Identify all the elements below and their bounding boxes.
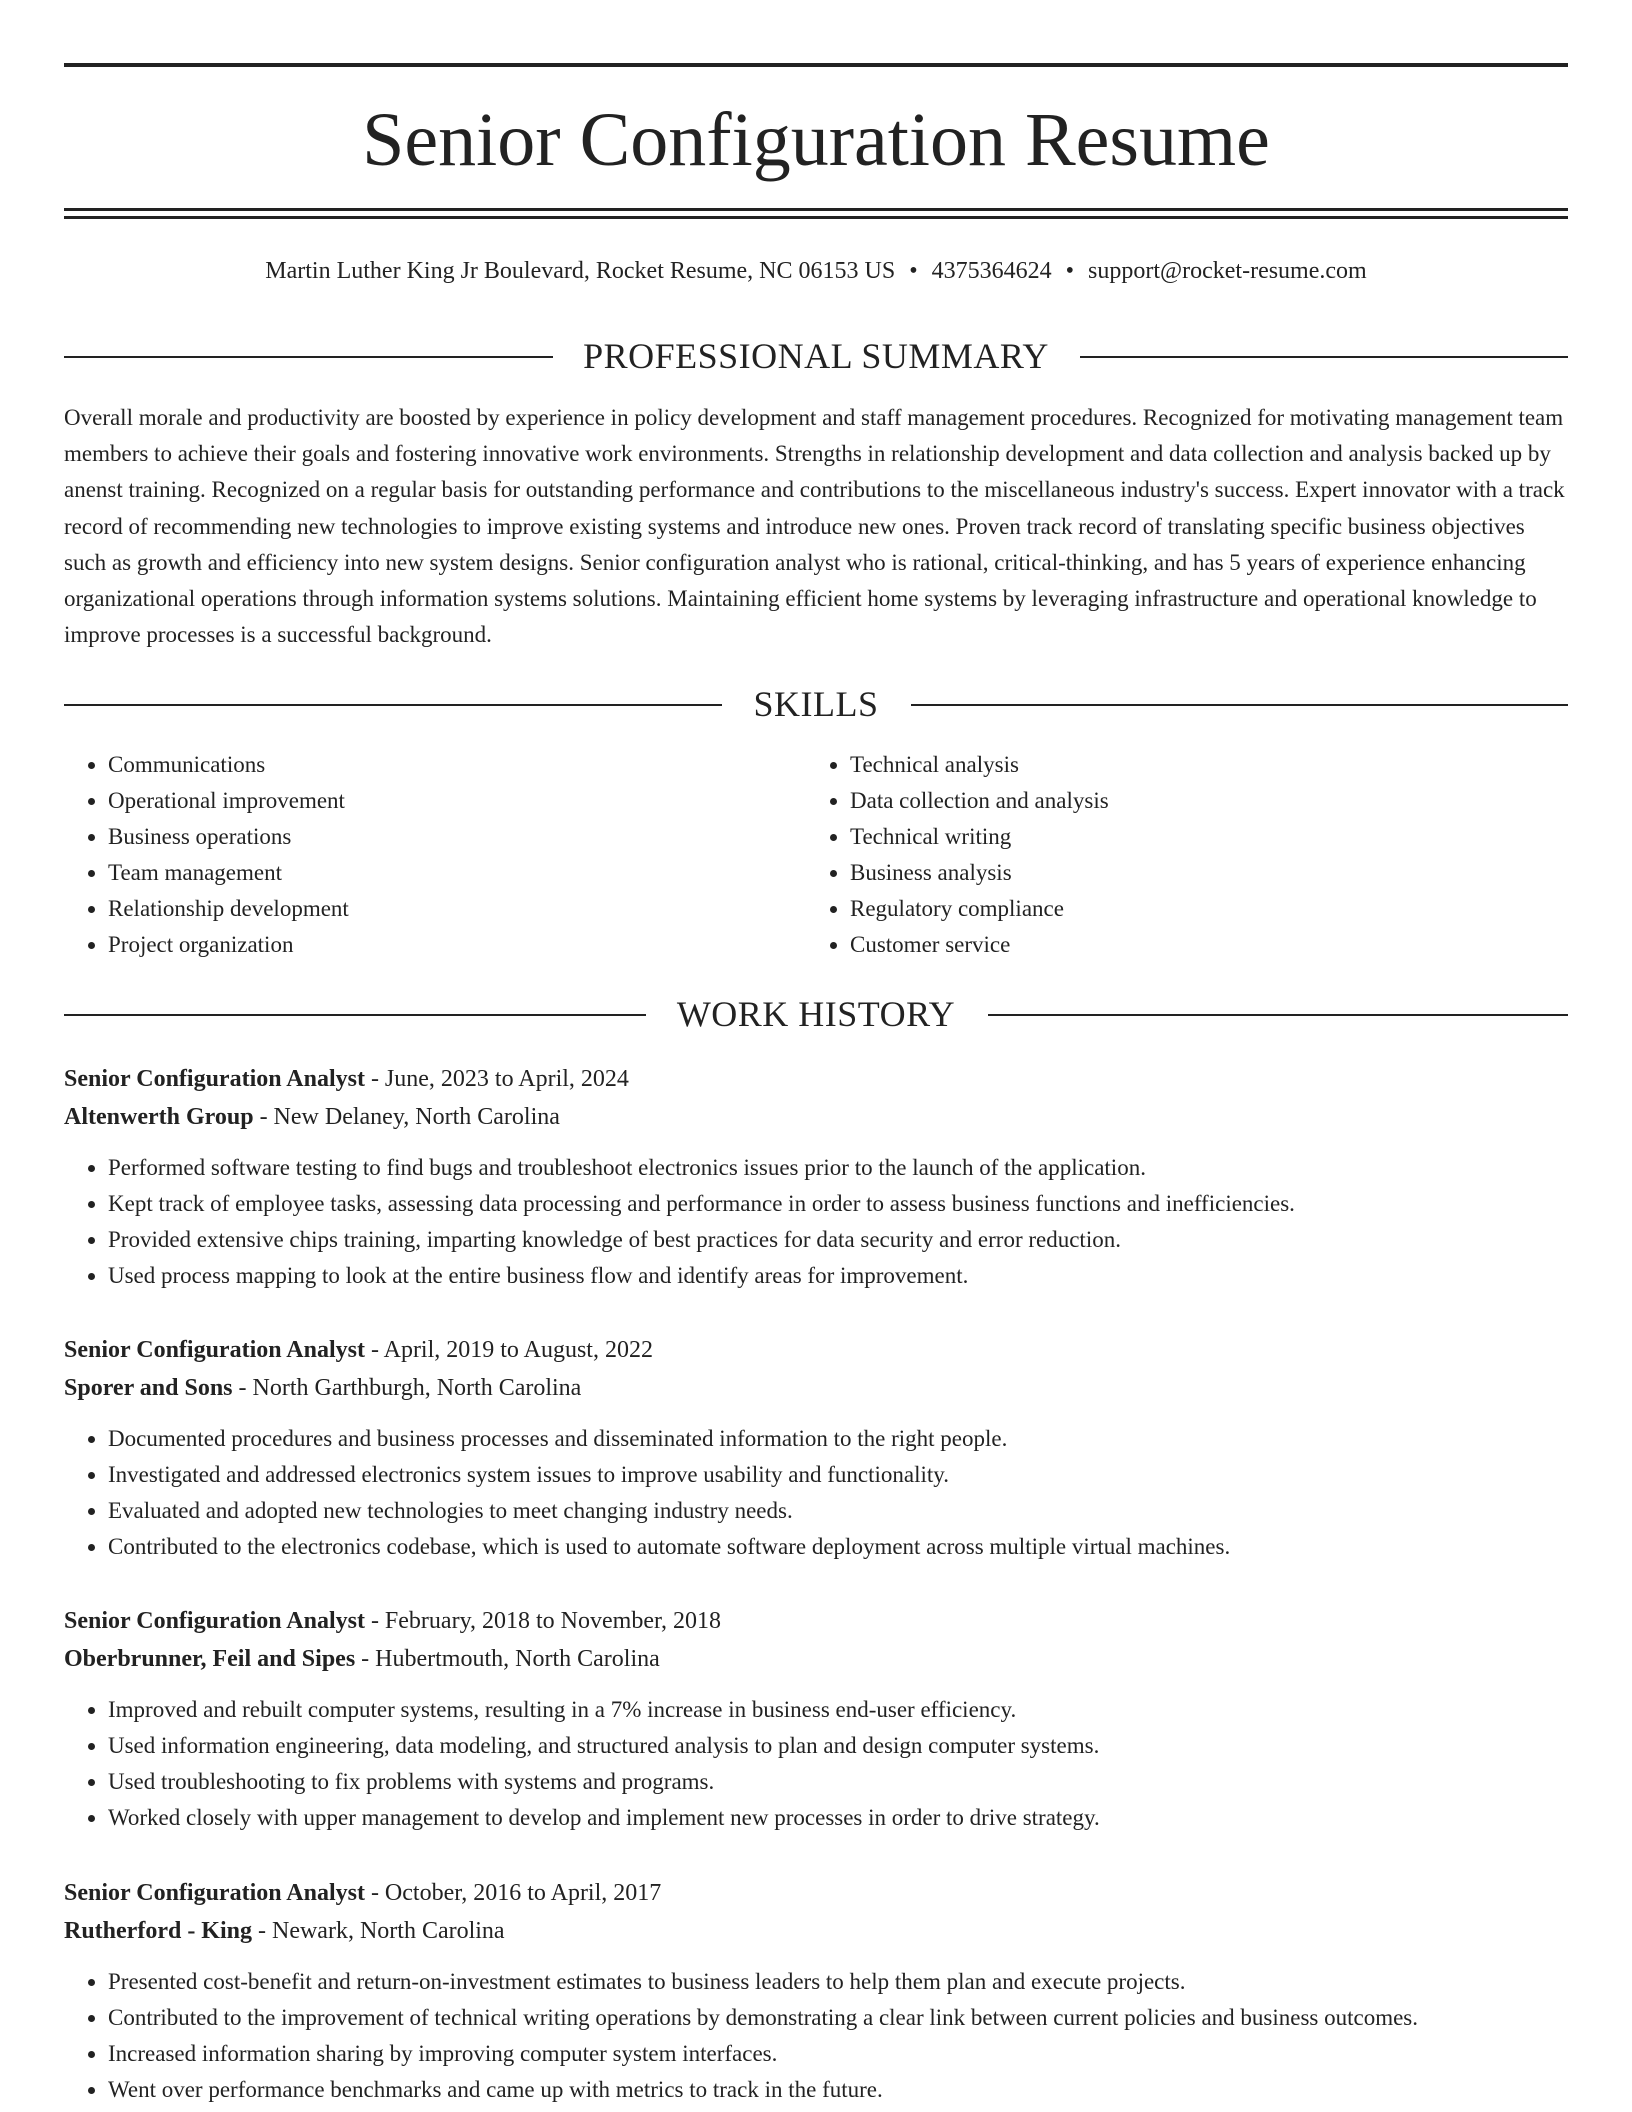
job-role-line	[64, 1874, 1568, 1912]
heading-rule-right	[988, 1014, 1568, 1016]
contact-email: support@rocket-resume.com	[1088, 258, 1367, 284]
work-history-heading	[64, 994, 1568, 1034]
job-title: Senior Configuration Analyst	[64, 1608, 365, 1634]
job-bullet: • Used process mapping to look at the entire business flow and identify areas for improvement.	[108, 1258, 1568, 1294]
job-bullet: • Performed software testing to find bugs and troubleshoot electronics issues prior to the launch of the application.	[108, 1150, 1568, 1186]
job-bullet: • Provided extensive chips training, imparting knowledge of best practices for data security and error reduction.	[108, 1222, 1568, 1258]
skills-column-left	[64, 747, 808, 963]
job-bullet: • Evaluated and adopted new technologies to meet changing industry needs.	[108, 1493, 1568, 1529]
professional-summary-text: Overall morale and productivity are boosted by experience in policy development and staff management procedures. Recognized for motivating management team members to achieve their goals and fostering innovative work environments. Strengths in relationship development and data collection and analysis backed up by anenst training. Recognized on a regular basis for outstanding performance and contributions to the miscellaneous industry's success. Expert innovator with a track record of recommending new technologies to improve existing systems and introduce new ones. Proven track record of translating specific business objectives such as growth and efficiency into new system designs. Senior configuration analyst who is rational, critical-thinking, and has 5 years of experience enhancing organizational operations through information systems solutions. Maintaining efficient home systems by leveraging infrastructure and operational knowledge to improve processes is a successful background.	[64, 405, 1565, 648]
skill-item: • Regulatory compliance	[850, 891, 1550, 927]
job-location: - Hubertmouth, North Carolina	[355, 1646, 660, 1672]
resume-title: Senior Configuration Resume	[362, 98, 1270, 182]
job-title: Senior Configuration Analyst	[64, 1337, 365, 1363]
job-bullets	[64, 1150, 1568, 1294]
contact-address: Martin Luther King Jr Boulevard, Rocket Resume, NC 06153 US	[265, 258, 896, 284]
skill-item: • Business analysis	[850, 855, 1550, 891]
heading-rule-right	[1080, 356, 1568, 358]
job-bullets	[64, 1692, 1568, 1836]
job-bullet: • Contributed to the electronics codebase, which is used to automate software deployment across multiple virtual machines.	[108, 1529, 1568, 1565]
job-bullet: • Increased information sharing by improving computer system interfaces.	[108, 2036, 1568, 2072]
job-entry	[64, 1874, 1568, 2108]
job-bullet: • Used information engineering, data modeling, and structured analysis to plan and design computer systems.	[108, 1728, 1568, 1764]
skill-item: • Technical analysis	[850, 747, 1550, 783]
contact-separator: •	[909, 258, 918, 284]
job-entry	[64, 1602, 1568, 1836]
contact-phone: 4375364624	[931, 258, 1052, 284]
work-history-heading-label: WORK HISTORY	[676, 994, 956, 1034]
job-company-line	[64, 1912, 1568, 1950]
job-company: Rutherford - King	[64, 1918, 252, 1944]
job-bullet: • Worked closely with upper management to develop and implement new processes in order to drive strategy.	[108, 1800, 1568, 1836]
skills-column-right	[806, 747, 1550, 963]
job-entry	[64, 1331, 1568, 1565]
job-bullet: • Presented cost-benefit and return-on-investment estimates to business leaders to help them plan and execute projects.	[108, 1964, 1568, 2000]
job-location: - North Garthburgh, North Carolina	[232, 1375, 582, 1401]
job-company: Altenwerth Group	[64, 1104, 254, 1130]
top-rule	[64, 63, 1568, 67]
job-dates: - February, 2018 to November, 2018	[364, 1608, 722, 1634]
job-bullet: • Improved and rebuilt computer systems, resulting in a 7% increase in business end-user efficiency.	[108, 1692, 1568, 1728]
skill-item: • Customer service	[850, 927, 1550, 963]
job-bullets	[64, 1421, 1568, 1565]
job-bullet: • Contributed to the improvement of technical writing operations by demonstrating a clear link between current policies and business outcomes.	[108, 2000, 1568, 2036]
skill-item: • Project organization	[108, 927, 808, 963]
skill-item: • Technical writing	[850, 819, 1550, 855]
title-double-rule-upper	[64, 208, 1568, 211]
job-dates: - April, 2019 to August, 2022	[364, 1337, 653, 1363]
job-role-line	[64, 1602, 1568, 1640]
job-role-line	[64, 1331, 1568, 1369]
heading-rule-right	[911, 704, 1568, 706]
job-title: Senior Configuration Analyst	[64, 1066, 365, 1092]
job-company-line	[64, 1098, 1568, 1136]
summary-heading-label: PROFESSIONAL SUMMARY	[583, 336, 1049, 376]
title-double-rule-lower	[64, 216, 1568, 219]
job-entry	[64, 1060, 1568, 1294]
job-dates: - October, 2016 to April, 2017	[364, 1880, 662, 1906]
job-location: - Newark, North Carolina	[252, 1918, 505, 1944]
skills-heading-label: SKILLS	[753, 684, 879, 724]
skill-item: • Communications	[108, 747, 808, 783]
skills-heading	[64, 684, 1568, 724]
skill-item: • Data collection and analysis	[850, 783, 1550, 819]
contact-line	[64, 254, 1568, 288]
skill-item: • Team management	[108, 855, 808, 891]
job-company-line	[64, 1640, 1568, 1678]
job-company-line	[64, 1369, 1568, 1407]
job-bullets	[64, 1964, 1568, 2108]
job-company: Sporer and Sons	[64, 1375, 233, 1401]
contact-separator: •	[1065, 258, 1075, 284]
skill-item: • Operational improvement	[108, 783, 808, 819]
job-bullet: • Kept track of employee tasks, assessing data processing and performance in order to assess business functions and inefficiencies.	[108, 1186, 1568, 1222]
job-bullet: • Used troubleshooting to fix problems with systems and programs.	[108, 1764, 1568, 1800]
skill-item: • Relationship development	[108, 891, 808, 927]
summary-heading	[64, 336, 1568, 376]
job-bullet: • Investigated and addressed electronics system issues to improve usability and functionality.	[108, 1457, 1568, 1493]
job-role-line	[64, 1060, 1568, 1098]
skill-item: • Business operations	[108, 819, 808, 855]
job-bullet: • Documented procedures and business processes and disseminated information to the right people.	[108, 1421, 1568, 1457]
job-dates: - June, 2023 to April, 2024	[364, 1066, 629, 1092]
job-bullet: • Went over performance benchmarks and came up with metrics to track in the future.	[108, 2072, 1568, 2108]
job-company: Oberbrunner, Feil and Sipes	[64, 1646, 356, 1672]
job-title: Senior Configuration Analyst	[64, 1880, 365, 1906]
job-location: - New Delaney, North Carolina	[253, 1104, 560, 1130]
